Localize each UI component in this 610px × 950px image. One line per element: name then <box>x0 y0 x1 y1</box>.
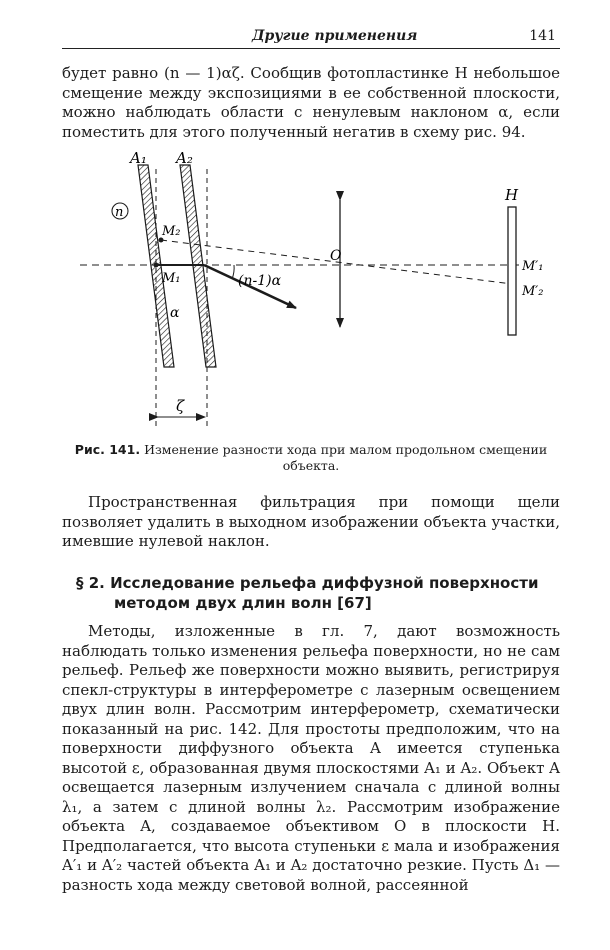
label-n: n <box>115 205 124 220</box>
running-title: Другие применения <box>252 28 418 44</box>
label-m2-prime: M′₂ <box>522 284 544 299</box>
label-m1: M₁ <box>162 271 181 286</box>
page-header <box>62 22 560 49</box>
paragraph-3: Методы, изложенные в гл. 7, дают возможность наблюдать только изменения рельефа поверхности, но не сам рельеф. Рельеф же поверхности можно выявить, регистрируя спекл-структуры в интерферометре с лазерным освещением двух длин волн. Рассмотрим интерферометр, схематически показанный на рис. 142. Для простоты предположим, что на поверхности диффузного объекта A имеется ступенька высотой ε, образованная двумя плоскостями A₁ и A₂. Объект A освещается лазерным излучением сначала с длиной волны λ₁, а затем с длиной волны λ₂. Рассмотрим изображение объекта A, создаваемое объективом O в плоскости H. Предполагается, что высота ступеньки ε мала и изображения A′₁ и A′₂ частей объекта A₁ и A₂ достаточно резкие. Пусть Δ₁ — разность хода между световой волной, рассеянной <box>62 622 560 894</box>
paragraph-2: Пространственная фильтрация при помощи щели позволяет удалить в выходном изображении объекта участки, имевшие нулевой наклон. <box>62 493 560 550</box>
section-line-2: методом двух длин волн [67] <box>114 594 372 612</box>
optical-diagram <box>62 145 560 435</box>
label-zeta: ζ <box>176 397 185 415</box>
caption-text: Изменение разности хода при малом продольном смещении объекта. <box>144 442 548 473</box>
point-m1 <box>154 263 159 268</box>
figure-caption <box>62 442 560 474</box>
plate-h <box>508 207 516 335</box>
label-alpha: α <box>170 305 180 321</box>
label-angle: (n-1)α <box>238 273 282 289</box>
section-line-1: § 2. Исследование рельефа диффузной поверхности <box>76 574 539 592</box>
label-m2: M₂ <box>162 224 181 239</box>
caption-label: Рис. 141. <box>74 442 141 457</box>
intro-paragraph: будет равно (n — 1)αζ. Сообщив фотопластинке H небольшое смещение между экспозициями в ее собственной плоскости, можно наблюдать области с ненулевым наклоном α, если поместить для этого полученный негатив в схему рис. 94. <box>62 64 560 141</box>
label-a1: A₁ <box>130 149 147 167</box>
page-number: 141 <box>529 28 556 44</box>
figure-141 <box>62 145 560 435</box>
label-h: H <box>505 186 519 204</box>
label-a2: A₂ <box>176 149 193 167</box>
label-o: O <box>330 248 342 264</box>
section-heading <box>76 573 556 613</box>
label-m1-prime: M′₁ <box>522 259 544 274</box>
